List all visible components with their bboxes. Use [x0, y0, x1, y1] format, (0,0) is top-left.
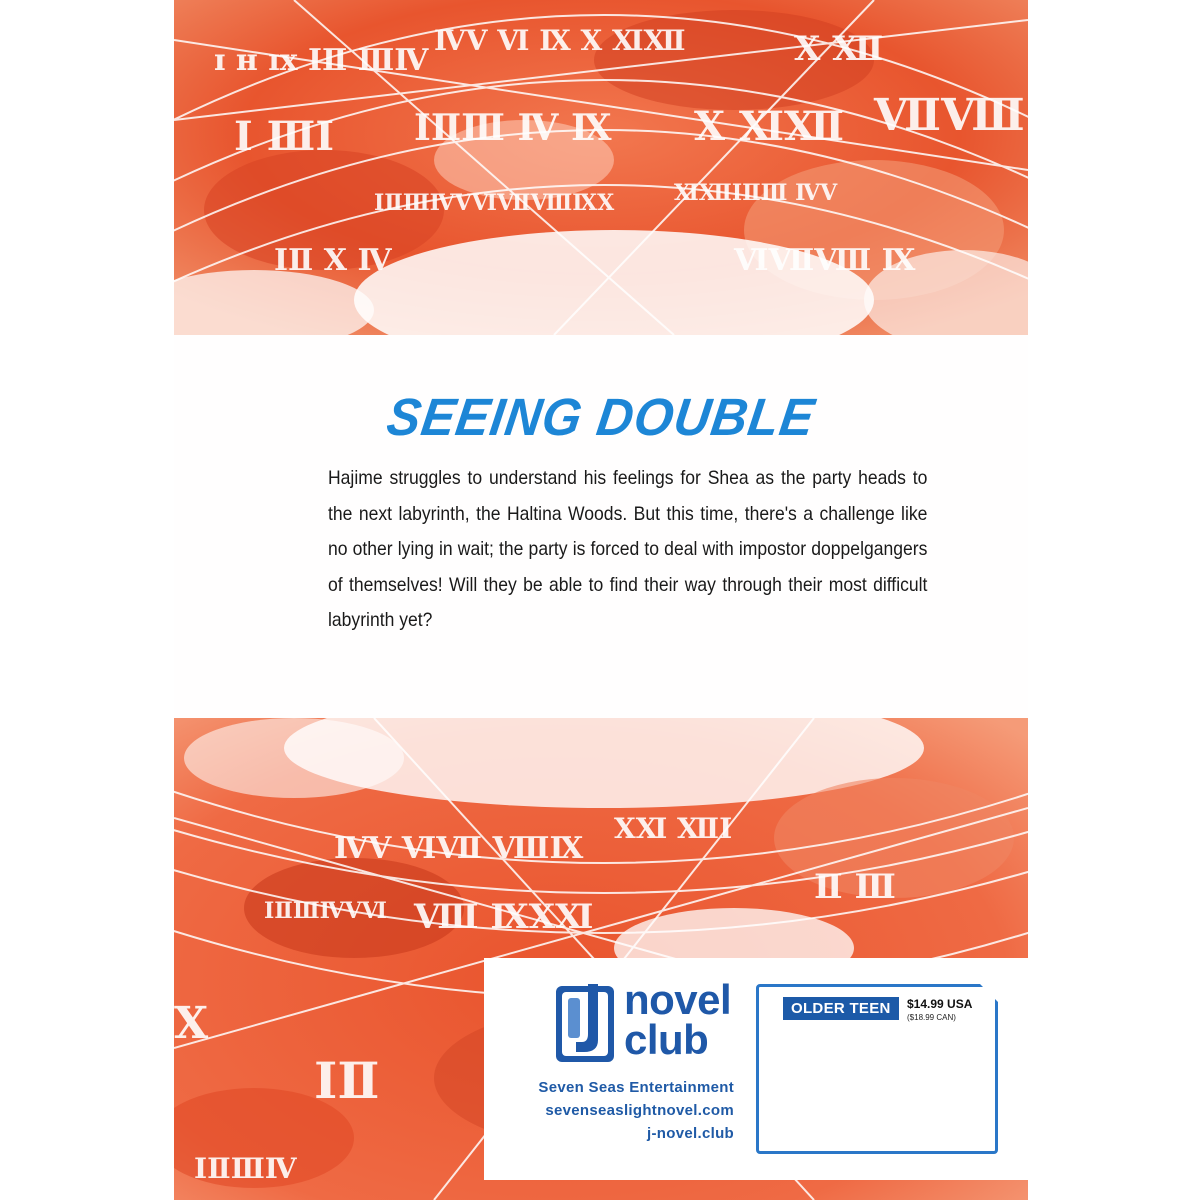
j-letter-icon [554, 980, 618, 1064]
svg-text:Ⅷ ⅨⅩⅪ: Ⅷ ⅨⅩⅪ [414, 897, 594, 937]
svg-text:ⅠⅡⅢⅣⅤⅥ: ⅠⅡⅢⅣⅤⅥ [264, 898, 387, 924]
svg-text:ⅠⅡ Ⅹ Ⅳ: ⅠⅡ Ⅹ Ⅳ [274, 243, 392, 278]
logo-wordmark [624, 976, 732, 1063]
publisher-info-box [484, 958, 1028, 1180]
svg-text:Ⅰ ⅢⅠ: Ⅰ ⅢⅠ [234, 113, 335, 160]
svg-text:ⅠⅡ: ⅠⅡ [314, 1051, 380, 1110]
top-artwork [174, 0, 1028, 335]
age-rating-badge: OLDER TEEN [783, 997, 899, 1020]
svg-text:ⅪⅫⅠⅡⅢ ⅣⅤ: ⅪⅫⅠⅡⅢ ⅣⅤ [674, 180, 838, 206]
svg-text:ⅠⅡⅢⅣ: ⅠⅡⅢⅣ [194, 1152, 297, 1185]
price-usa: $14.99 USA [907, 997, 973, 1011]
publisher-site-link[interactable]: sevenseaslightnovel.com [545, 1102, 734, 1119]
publisher-name: Seven Seas Entertainment [538, 1079, 734, 1096]
logo-word-novel: novel [624, 976, 732, 1023]
svg-text:ɪ ʜ ɪx ⅠⅡ ⅢⅣ: ɪ ʜ ɪx ⅠⅡ ⅢⅣ [214, 43, 429, 78]
svg-text:Ⅹ: Ⅹ [174, 998, 209, 1049]
svg-text:Ⅹ Ⅻ: Ⅹ Ⅻ [794, 29, 884, 69]
svg-text:ⅣⅤ Ⅵ Ⅸ Ⅹ ⅪⅫ: ⅣⅤ Ⅵ Ⅸ Ⅹ ⅪⅫ [434, 24, 686, 57]
price-barcode-box [756, 984, 998, 1154]
jnovel-site-link[interactable]: j-novel.club [647, 1125, 734, 1142]
svg-text:ⅠⅡⅢⅣⅤⅥⅦⅧⅨⅩ: ⅠⅡⅢⅣⅤⅥⅦⅧⅨⅩ [374, 190, 615, 216]
logo-word-club: club [624, 1016, 709, 1063]
svg-text:ⅠⅡⅢ Ⅳ Ⅸ: ⅠⅡⅢ Ⅳ Ⅸ [414, 107, 612, 149]
book-title: SEEING DOUBLE [383, 387, 819, 447]
svg-text:ⅥⅦⅧ Ⅸ: ⅥⅦⅧ Ⅸ [734, 243, 916, 278]
price-canada: ($18.99 CAN) [907, 1013, 956, 1022]
svg-text:ⅣⅤ ⅥⅦ ⅧⅨ: ⅣⅤ ⅥⅦ ⅧⅨ [334, 831, 584, 866]
jnovel-club-logo[interactable] [554, 976, 744, 1066]
bottom-artwork [174, 718, 1028, 1200]
synopsis-text: Hajime struggles to understand his feelings for Shea as the party heads to the next labyrinth, the Haltina Woods. But this time, there's a challenge like no other lying in wait; the party is forced to deal with impostor doppelgangers of themselves! Will they be able to find their way through their most difficult labyrinth yet? [328, 467, 928, 631]
back-cover [174, 0, 1028, 1200]
svg-text:Ⅹ ⅪⅫ: Ⅹ ⅪⅫ [694, 103, 845, 150]
svg-text:ⅩⅪ ⅫⅠ: ⅩⅪ ⅫⅠ [614, 812, 733, 845]
svg-text:ⅦⅧ: ⅦⅧ [874, 90, 1025, 141]
svg-text:Ⅱ Ⅲ: Ⅱ Ⅲ [814, 867, 896, 907]
